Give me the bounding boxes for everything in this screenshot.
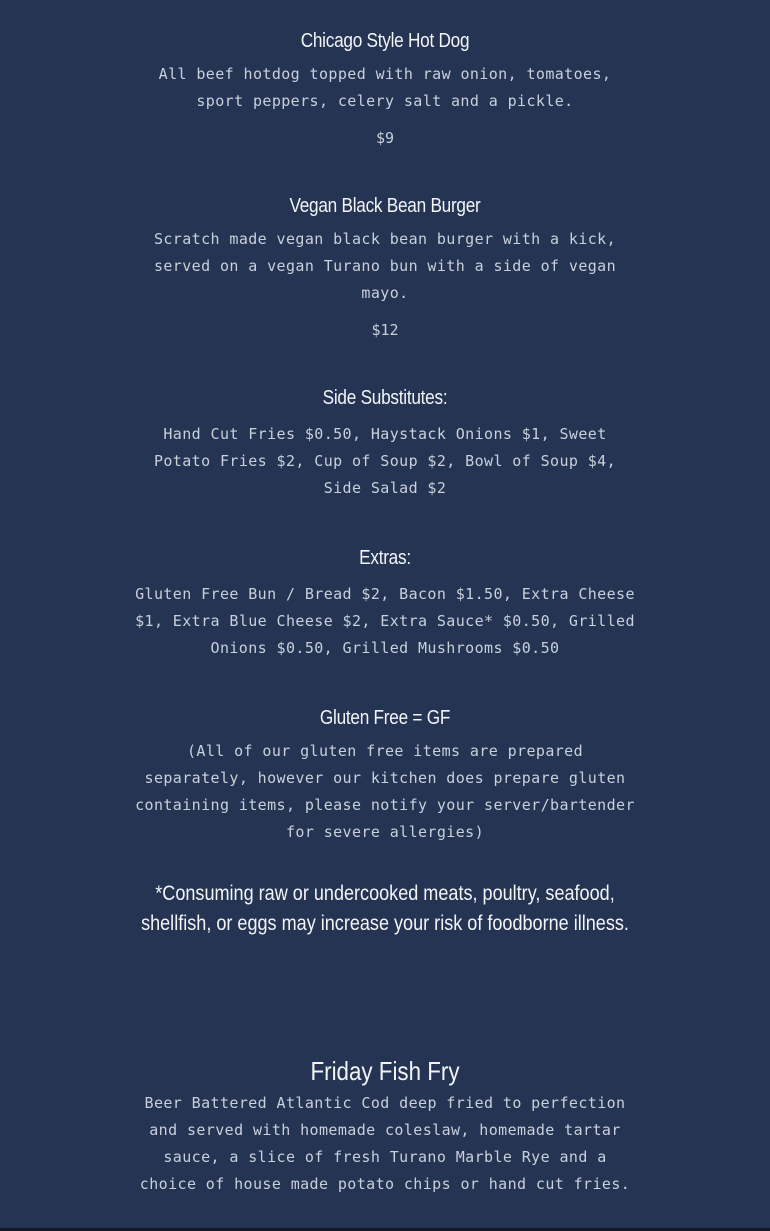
section-title: Friday Fish Fry (310, 1056, 460, 1086)
item-price-wrap (0, 128, 770, 148)
description-line: Scratch made vegan black bean burger with a kick, (153, 230, 617, 248)
section-description (0, 581, 770, 662)
section-title: Extras: (359, 547, 411, 569)
menu-item-hot-dog (0, 29, 770, 53)
section-extras (0, 546, 770, 570)
warning-line: *Consuming raw or undercooked meats, poultry, seafood, (155, 882, 615, 905)
item-description (0, 226, 770, 307)
section-side-substitutes (0, 386, 770, 410)
description-line: Onions $0.50, Grilled Mushrooms $0.50 (210, 639, 560, 657)
description-line: Side Salad $2 (323, 479, 447, 497)
section-description (0, 738, 770, 846)
description-line: All beef hotdog topped with raw onion, tomatoes, (158, 65, 612, 83)
section-gluten-free (0, 706, 770, 730)
menu-item-black-bean-burger (0, 194, 770, 218)
item-price-wrap (0, 320, 770, 340)
description-line: served on a vegan Turano bun with a side of vegan (153, 257, 617, 275)
warning-line: shellfish, or eggs may increase your risk of foodborne illness. (141, 912, 629, 935)
section-fish-fry (0, 1055, 770, 1087)
description-line: mayo. (361, 284, 409, 302)
description-line: Hand Cut Fries $0.50, Haystack Onions $1, Sweet (163, 425, 607, 443)
description-line: Potato Fries $2, Cup of Soup $2, Bowl of Soup $4, (153, 452, 617, 470)
description-line: (All of our gluten free items are prepared (186, 742, 584, 760)
item-price: $12 (371, 321, 399, 339)
food-safety-warning (0, 879, 770, 939)
description-line: containing items, please notify your server/bartender (135, 796, 635, 814)
description-line: separately, however our kitchen does prepare gluten (144, 769, 626, 787)
section-description (0, 1090, 770, 1198)
description-line: Gluten Free Bun / Bread $2, Bacon $1.50, Extra Cheese (135, 585, 635, 603)
description-line: sauce, a slice of fresh Turano Marble Rye and a (163, 1148, 607, 1166)
item-price: $9 (375, 129, 395, 147)
description-line: Beer Battered Atlantic Cod deep fried to perfection (144, 1094, 626, 1112)
item-title: Chicago Style Hot Dog (300, 30, 470, 52)
description-line: sport peppers, celery salt and a pickle. (196, 92, 574, 110)
section-title: Side Substitutes: (322, 387, 448, 409)
section-description (0, 421, 770, 502)
description-line: choice of house made potato chips or hand cut fries. (139, 1175, 631, 1193)
description-line: and served with homemade coleslaw, homemade tartar (149, 1121, 621, 1139)
description-line: $1, Extra Blue Cheese $2, Extra Sauce* $0.50, Grilled (135, 612, 635, 630)
description-line: for severe allergies) (285, 823, 485, 841)
section-title: Gluten Free = GF (319, 707, 451, 729)
item-title: Vegan Black Bean Burger (289, 195, 481, 217)
item-description (0, 61, 770, 115)
